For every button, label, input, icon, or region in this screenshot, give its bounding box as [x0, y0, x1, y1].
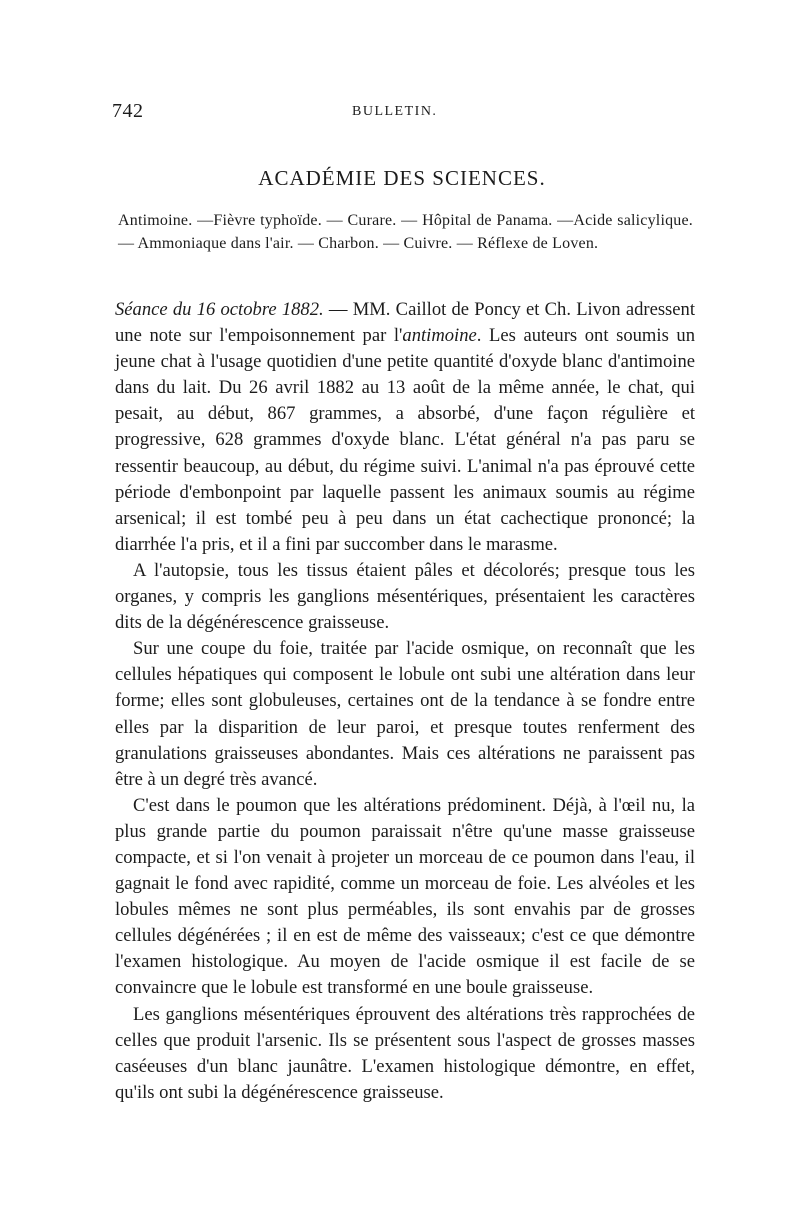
paragraph-5: Les ganglions mésentériques éprouvent des altérations très rapprochées de celles que produit l'arsenic. Ils se présentent sous l'aspect de grosses masses caséeuses d'un blanc jaunâtre. L'examen histologique démontre, en effet, qu'ils ont subi la dégénérescence graisseuse.: [115, 1003, 695, 1103]
paragraph-3: Sur une coupe du foie, traitée par l'acide osmique, on reconnaît que les cellules hépatiques qui composent le lobule ont subi une altération dans leur forme; elles sont globuleuses, certaines ont de la tendance à se fondre entre elles par la disparition de leur paroi, et presque toutes renferment des granulations graisseuses abondantes. Mais ces altérations ne paraissent pas être à un degré très avancé.: [115, 638, 695, 790]
section-title: ACADÉMIE DES SCIENCES.: [258, 166, 546, 190]
article-body: [115, 297, 695, 1106]
section-summary: Antimoine. —Fièvre typhoïde. — Curare. — Hôpital de Panama. —Acide salicylique. — Ammoniaque dans l'air. — Charbon. — Cuivre. — Réflexe de Loven.: [118, 212, 693, 252]
paragraph-2: A l'autopsie, tous les tissus étaient pâles et décolorés; presque tous les organes, y compris les ganglions mésentériques, présentaient les caractères dits de la dégénérescence graisseuse.: [115, 559, 695, 634]
paragraph-1-text-a: — MM. Caillot de Poncy et Ch. Livon adressent une note sur l'empoisonnement par l': [115, 299, 696, 347]
paragraph-1-italic: antimoine: [402, 325, 477, 347]
running-title: BULLETIN.: [352, 104, 438, 119]
paragraph-4: C'est dans le poumon que les altérations prédominent. Déjà, à l'œil nu, la plus grande partie du poumon paraissait n'être qu'une masse graisseuse compacte, et si l'on venait à projeter un morceau de ce poumon dans l'eau, il gagnait le fond avec rapidité, comme un morceau de foie. Les alvéoles et les lobules mêmes ne sont plus perméables, ils sont envahis par de grosses cellules dégénérées ; il en est de même des vaisseaux; c'est ce que démontre l'examen histologique. Au moyen de l'acide osmique il est facile de se convaincre que le lobule est transformé en une boule graisseuse.: [115, 794, 695, 999]
seance-date: Séance du 16 octobre 1882.: [115, 299, 324, 320]
running-header: [112, 100, 692, 124]
paragraph-1: [115, 297, 695, 558]
paragraph-1-text-b: . Les auteurs ont soumis un jeune chat à l'usage quotidien d'une petite quantité d'oxyde blanc d'antimoine dans du lait. Du 26 avril 1882 au 13 août de la même année, le chat, qui pesait, au début, 867 grammes, a absorbé, d'une façon régulière et progressive, 628 grammes d'oxyde blanc. L'état général n'a pas paru se ressentir beaucoup, au début, du régime suivi. L'animal n'a pas éprouvé cette période d'embonpoint par laquelle passent les animaux soumis au régime arsenical; il est tombé peu à peu dans un état cachectique prononcé; la diarrhée l'a pris, et il a fini par succomber dans le marasme.: [115, 325, 695, 555]
page-number: 742: [112, 100, 144, 122]
